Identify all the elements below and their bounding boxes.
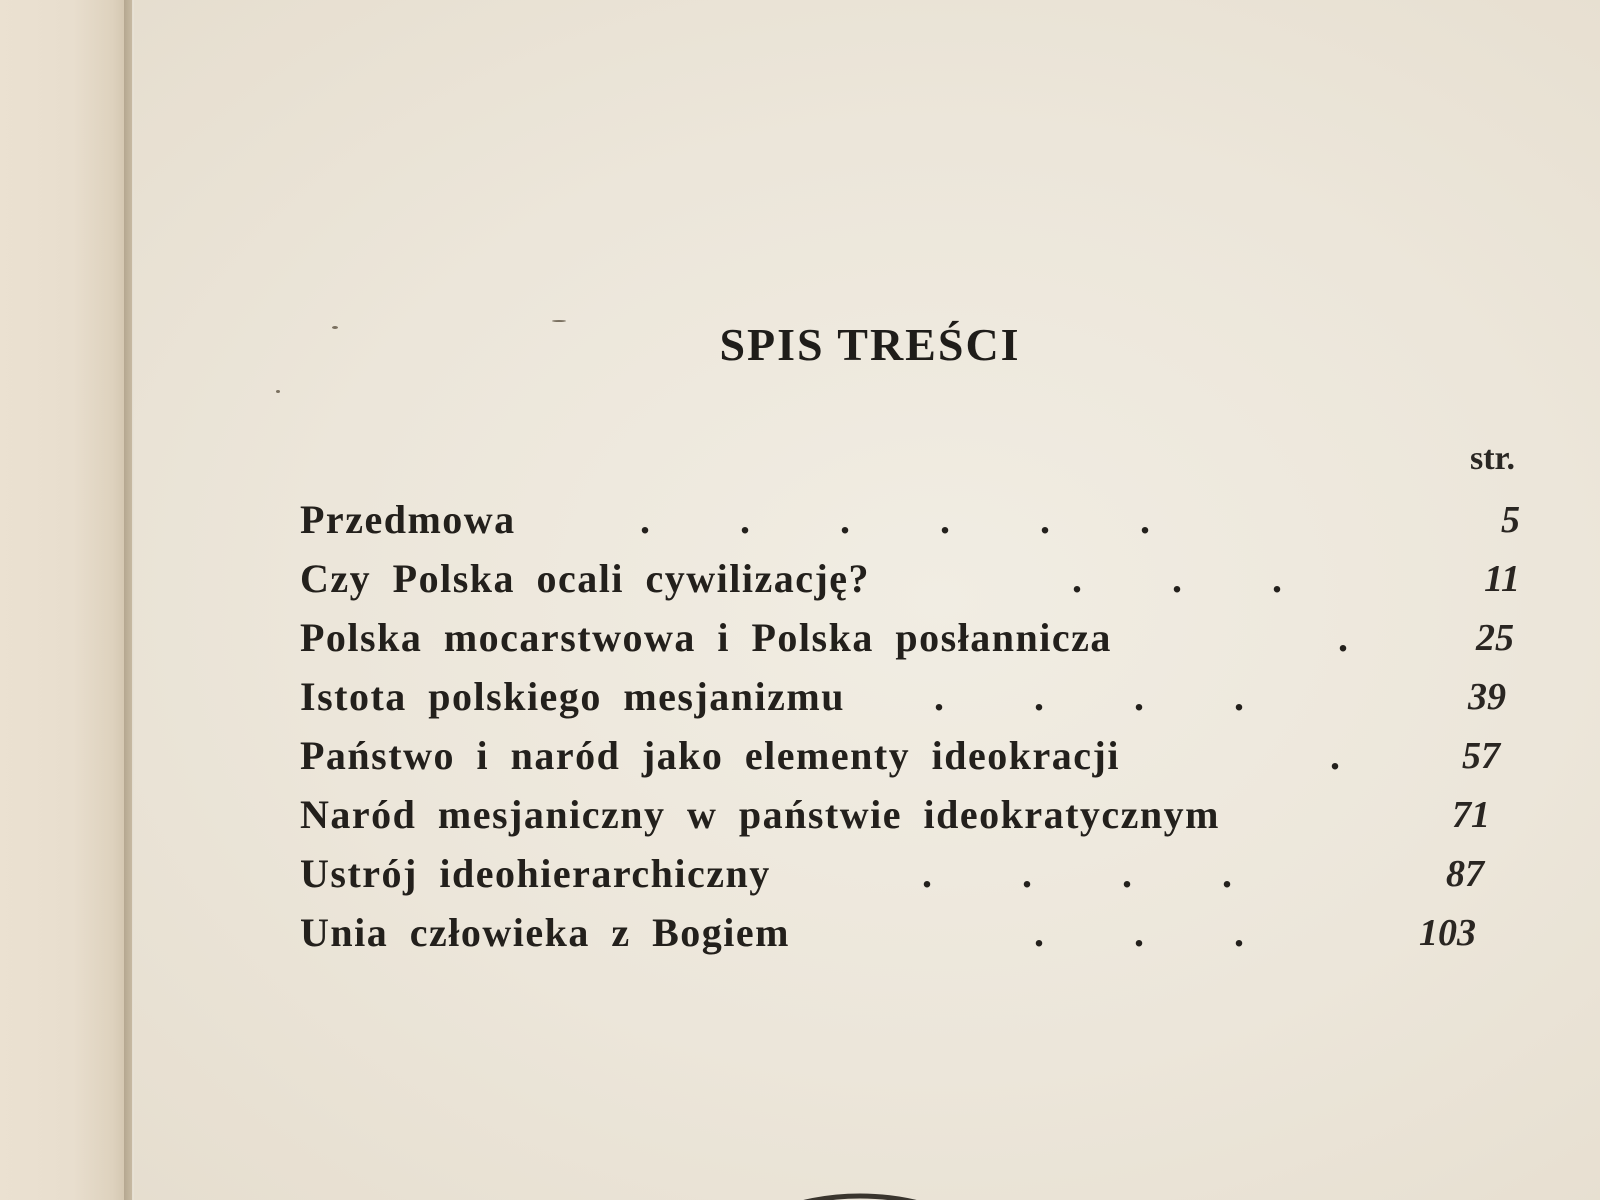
toc-leader-dots: . . . . <box>922 851 1232 896</box>
toc-entry <box>300 492 1540 551</box>
toc-entry-title: Przedmowa <box>300 497 516 542</box>
toc-leader-dots: . . . <box>1034 910 1244 955</box>
toc-entry <box>300 846 1540 905</box>
toc-entry-page: 71 <box>1452 794 1490 836</box>
toc-entry-page: 11 <box>1484 558 1520 600</box>
book-gutter <box>124 0 134 1200</box>
toc-entry-page: 87 <box>1446 853 1484 895</box>
toc-leader-dots: . <box>1338 615 1348 660</box>
ink-speck <box>332 326 338 329</box>
toc-entry-page: 39 <box>1468 676 1506 718</box>
toc-leader-dots: . . . . <box>934 674 1244 719</box>
toc-leader-dots: . . . <box>1072 556 1282 601</box>
toc-entry-title: Czy Polska ocali cywilizację? <box>300 556 871 601</box>
toc-entry <box>300 669 1540 728</box>
toc-entry-page: 57 <box>1462 735 1500 777</box>
toc-entry-page: 5 <box>1501 499 1520 541</box>
toc-entry-title: Państwo i naród jako elementy ideokracji <box>300 733 1120 778</box>
left-page-edge <box>0 0 132 1200</box>
toc-entry-title: Ustrój ideohierarchiczny <box>300 851 771 896</box>
toc-entry <box>300 787 1540 846</box>
toc-leader-dots: . <box>1330 733 1340 778</box>
toc-entry-title: Naród mesjaniczny w państwie ideokratycznym <box>300 792 1220 837</box>
toc-entry-page: 25 <box>1476 617 1514 659</box>
toc-entry <box>300 728 1540 787</box>
toc-entry <box>300 905 1540 964</box>
toc-entry-title: Istota polskiego mesjanizmu <box>300 674 845 719</box>
toc-entry-page: 103 <box>1419 912 1476 954</box>
toc-entry-title: Polska mocarstwowa i Polska posłannicza <box>300 615 1112 660</box>
toc-entry <box>300 551 1540 610</box>
library-stamp-icon <box>720 1140 1000 1200</box>
page-column-label: str. <box>1470 440 1516 477</box>
toc-entry <box>300 610 1540 669</box>
ink-speck <box>552 320 566 322</box>
toc-entry-title: Unia człowieka z Bogiem <box>300 910 790 955</box>
toc-leader-dots: . . . . . . <box>640 497 1150 542</box>
table-of-contents <box>300 492 1540 964</box>
ink-speck <box>276 390 280 393</box>
page-title: SPIS TREŚCI <box>719 319 1021 370</box>
